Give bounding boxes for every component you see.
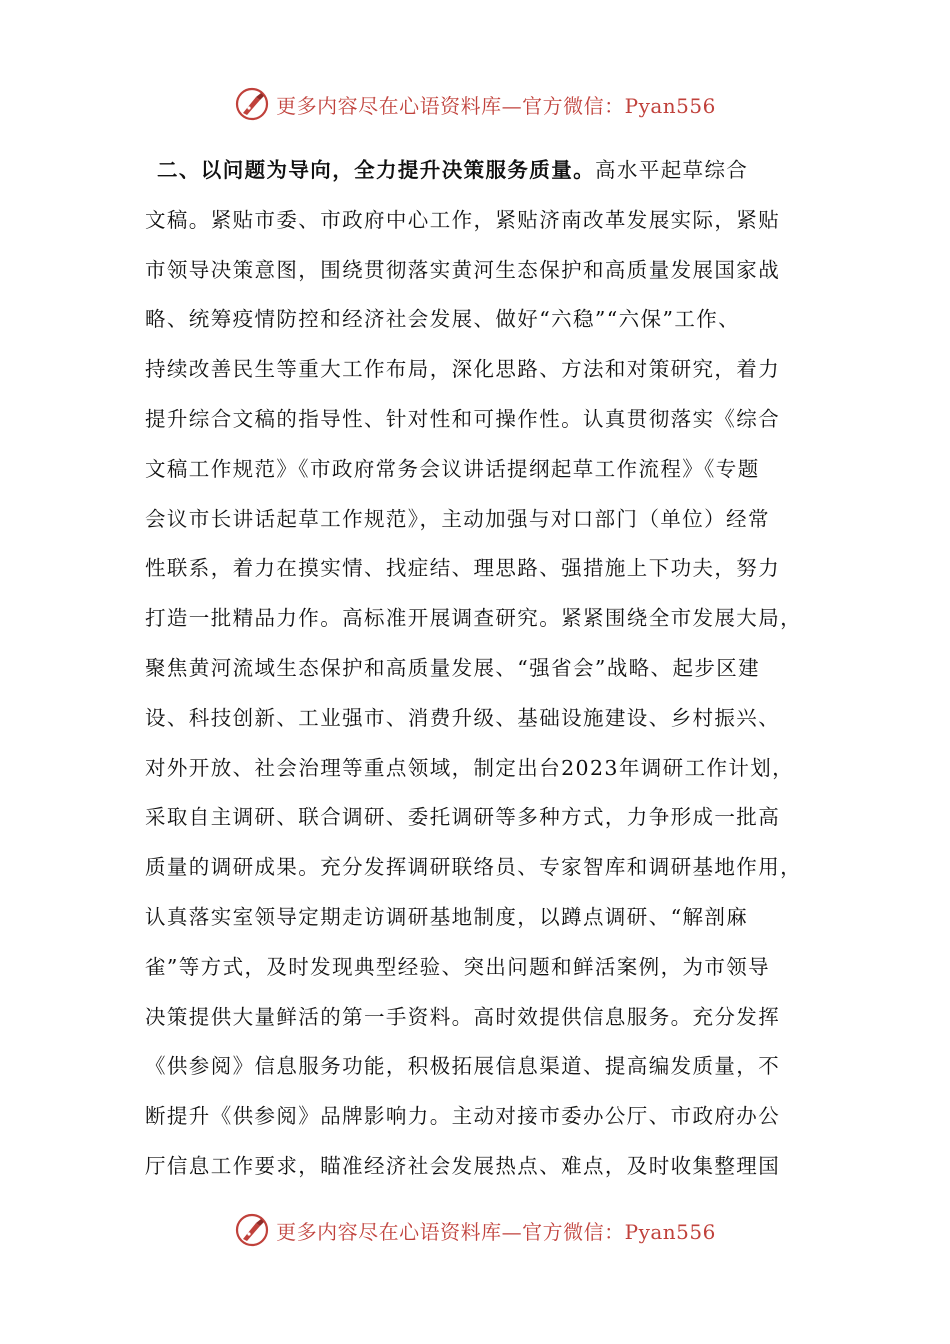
body-line: 质量的调研成果。充分发挥调研联络员、专家智库和调研基地作用，	[145, 855, 802, 880]
body-line: 采取自主调研、联合调研、委托调研等多种方式，力争形成一批高	[145, 805, 781, 830]
body-line: 《供参阅》信息服务功能，积极拓展信息渠道、提高编发质量，不	[145, 1054, 781, 1079]
body-line-text: 高水平起草综合	[595, 158, 749, 182]
body-line: 雀”等方式，及时发现典型经验、突出问题和鲜活案例，为市领导	[145, 954, 771, 979]
body-line: 打造一批精品力作。高标准开展调查研究。紧紧围绕全市发展大局，	[145, 606, 802, 631]
body-line: 聚焦黄河流域生态保护和高质量发展、“强省会”战略、起步区建	[145, 655, 761, 680]
body-line: 决策提供大量鲜活的第一手资料。高时效提供信息服务。充分发挥	[145, 1004, 781, 1029]
footer-banner	[0, 1210, 950, 1250]
body-line: 持续改善民生等重大工作布局，深化思路、方法和对策研究，着力	[145, 357, 781, 382]
body-line: 断提升《供参阅》品牌影响力。主动对接市委办公厅、市政府办公	[145, 1104, 781, 1129]
pen-nib-logo-icon	[234, 1212, 270, 1248]
body-line: 市领导决策意图，围绕贯彻落实黄河生态保护和高质量发展国家战	[145, 257, 781, 282]
body-line: 提升综合文稿的指导性、针对性和可操作性。认真贯彻落实《综合	[145, 406, 781, 431]
body-line: 认真落实室领导定期走访调研基地制度，以蹲点调研、“解剖麻	[145, 904, 749, 929]
body-line: 厅信息工作要求，瞄准经济社会发展热点、难点，及时收集整理国	[145, 1153, 781, 1178]
body-line: 文稿。紧贴市委、市政府中心工作，紧贴济南改革发展实际，紧贴	[145, 207, 781, 232]
body-line	[145, 150, 800, 200]
body-line: 设、科技创新、工业强市、消费升级、基础设施建设、乡村振兴、	[145, 705, 781, 730]
body-line: 略、统筹疫情防控和经济社会发展、做好“六稳”“六保”工作、	[145, 307, 741, 332]
document-body	[145, 150, 800, 1196]
body-line: 文稿工作规范》《市政府常务会议讲话提纲起草工作流程》《专题	[145, 456, 760, 481]
footer-banner-text: 更多内容尽在心语资料库—官方微信：Pyan556	[276, 1219, 716, 1244]
body-line: 会议市长讲话起草工作规范》，主动加强与对口部门（单位）经常	[145, 506, 770, 531]
header-banner	[0, 84, 950, 124]
body-line: 性联系，着力在摸实情、找症结、理思路、强措施上下功夫，努力	[145, 556, 781, 581]
header-banner-text: 更多内容尽在心语资料库—官方微信：Pyan556	[276, 93, 716, 118]
body-line: 对外开放、社会治理等重点领域，制定出台2023年调研工作计划，	[145, 755, 795, 780]
section-heading: 二、以问题为导向，全力提升决策服务质量。	[157, 158, 595, 182]
pen-nib-logo-icon	[234, 86, 270, 122]
